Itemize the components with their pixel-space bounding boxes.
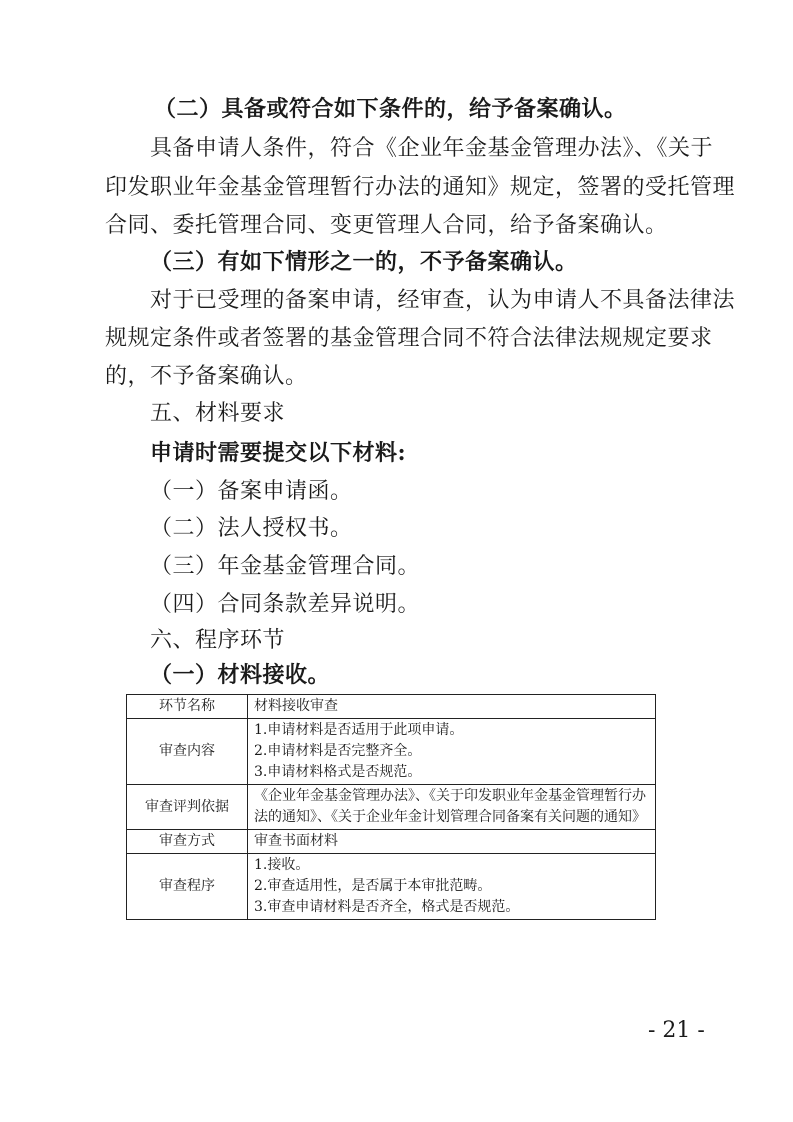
table-key-cell: 环节名称 (127, 695, 248, 719)
materials-intro: 申请时需要提交以下材料: (150, 440, 407, 466)
subheading-condition-approve: （二）具备或符合如下条件的，给予备案确认。 (154, 96, 627, 122)
paragraph-line: 规规定条件或者签署的基金管理合同不符合法律法规规定要求 (105, 326, 713, 351)
material-item: （三）年金基金管理合同。 (150, 554, 421, 579)
table-row (127, 695, 656, 719)
subheading-condition-reject: （三）有如下情形之一的，不予备案确认。 (150, 249, 578, 275)
paragraph-line: 对于已受理的备案申请，经审查，认为申请人不具备法律法 (150, 288, 736, 313)
material-item: （四）合同条款差异说明。 (150, 592, 421, 617)
table-cell-line: 1.接收。 (254, 857, 310, 873)
table-row (127, 854, 656, 920)
paragraph-line: 印发职业年金基金管理暂行办法的通知》规定，签署的受托管理 (105, 175, 736, 200)
table-key-cell: 审查评判依据 (127, 785, 248, 830)
table-value-cell (248, 719, 656, 785)
table-value-cell (248, 854, 656, 920)
procedure-table (126, 694, 656, 920)
paragraph-line: 的，不予备案确认。 (105, 364, 308, 389)
paragraph-line: 合同、委托管理合同、变更管理人合同，给予备案确认。 (105, 213, 668, 238)
section-heading-procedure: 六、程序环节 (150, 628, 286, 653)
table-cell-line: 1.申请材料是否适用于此项申请。 (254, 722, 464, 738)
table-cell-line: 2.申请材料是否完整齐全。 (254, 743, 422, 759)
table-value-cell: 材料接收审查 (248, 695, 656, 719)
paragraph-line: 具备申请人条件，符合《企业年金基金管理办法》、《关于 (150, 136, 714, 161)
subheading-material-receipt: （一）材料接收。 (150, 662, 331, 688)
material-item: （一）备案申请函。 (150, 479, 353, 504)
table-row (127, 830, 656, 854)
table-value-cell: 《企业年金基金管理办法》、《关于印发职业年金基金管理暂行办法的通知》、《关于企业年金计划管理合同备案有关问题的通知》 (248, 785, 656, 830)
table-cell-line: 2.审查适用性，是否属于本审批范畴。 (254, 878, 492, 894)
table-cell-line: 3.申请材料格式是否规范。 (254, 764, 422, 780)
table-row (127, 785, 656, 830)
table-key-cell: 审查内容 (127, 719, 248, 785)
material-item: （二）法人授权书。 (150, 516, 353, 541)
table-key-cell: 审查程序 (127, 854, 248, 920)
table-cell-line: 3.审查申请材料是否齐全，格式是否规范。 (254, 899, 520, 915)
table-row (127, 719, 656, 785)
section-heading-materials: 五、材料要求 (150, 401, 286, 426)
table-value-cell: 审查书面材料 (248, 830, 656, 854)
page-number: - 21 - (648, 1018, 705, 1043)
table-key-cell: 审查方式 (127, 830, 248, 854)
